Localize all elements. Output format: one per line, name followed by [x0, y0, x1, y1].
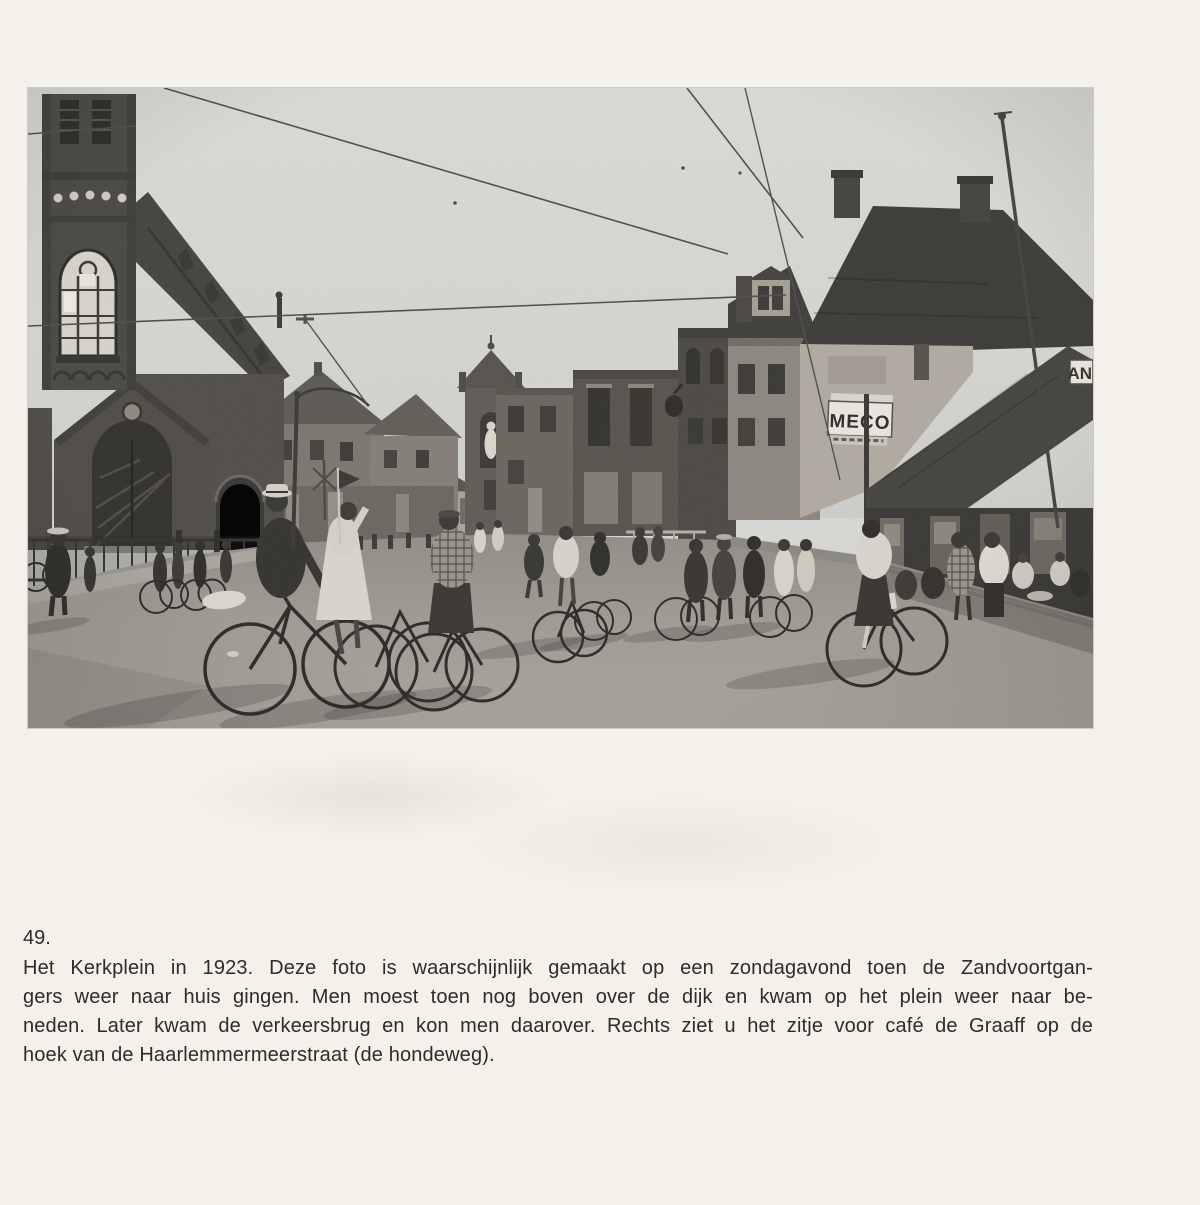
vignette — [28, 88, 1093, 728]
caption-line: Het Kerkplein in 1923. Deze foto is waarschijnlijk gemaakt op een zondagavond toen de Zandvoortgan- — [23, 957, 1093, 979]
page-showthrough — [120, 730, 1020, 920]
caption-block — [23, 926, 1093, 1070]
photograph — [28, 88, 1093, 728]
caption-line: hoek van de Haarlemmermeerstraat (de hondeweg). — [23, 1044, 495, 1066]
photo-scene — [28, 88, 1093, 728]
caption-line: neden. Later kwam de verkeersbrug en kon men daarover. Rechts ziet u het zitje voor café de Graaff op de — [23, 1015, 1093, 1037]
figure-number: 49. — [23, 927, 51, 949]
caption-line: gers weer naar huis gingen. Men moest toen nog boven over de dijk en kwam op het plein weer naar be- — [23, 986, 1093, 1008]
